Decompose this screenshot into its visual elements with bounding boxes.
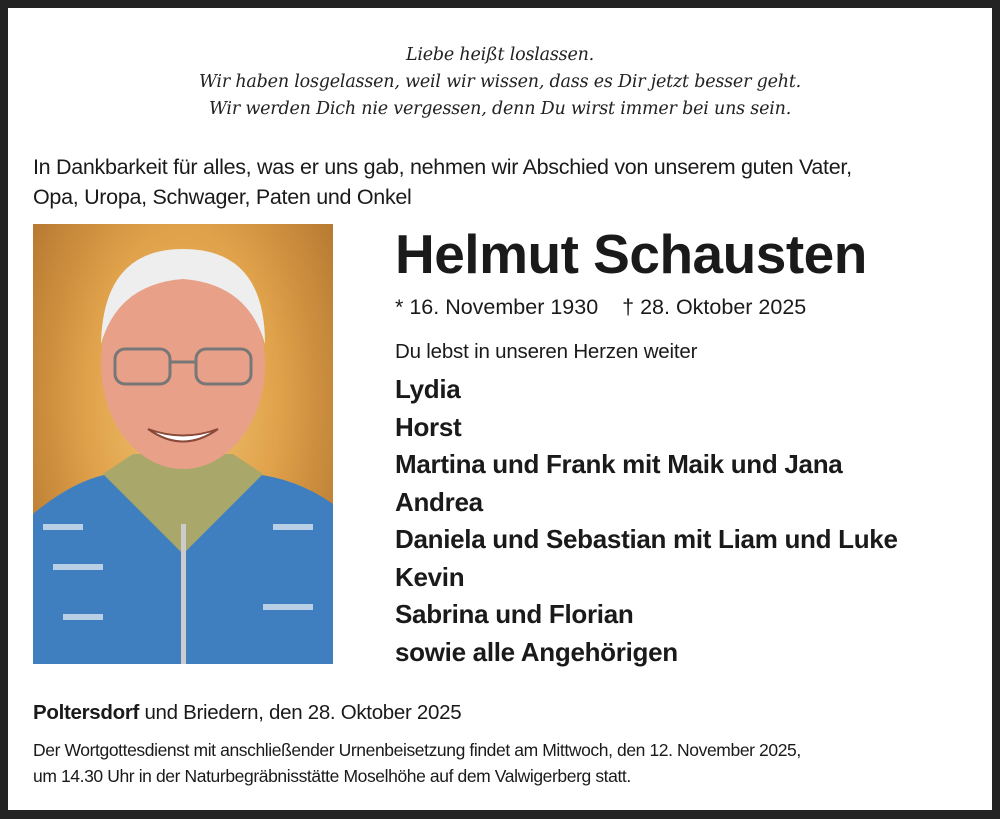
poem-line: Wir haben losgelassen, weil wir wissen, dass es Dir jetzt besser geht. bbox=[198, 72, 802, 92]
service-info bbox=[33, 737, 983, 789]
poem-line: Wir werden Dich nie vergessen, denn Du wirst immer bei uns sein. bbox=[208, 99, 792, 119]
tagline: Du lebst in unseren Herzen weiter bbox=[395, 340, 698, 363]
family-member: Lydia bbox=[395, 374, 461, 404]
family-member: Kevin bbox=[395, 561, 465, 592]
family-member: Horst bbox=[395, 411, 462, 442]
intro-text bbox=[33, 152, 983, 212]
town: Poltersdorf bbox=[33, 701, 140, 724]
place-date-rest: und Briedern, den 28. Oktober 2025 bbox=[139, 701, 462, 724]
place-date bbox=[33, 701, 461, 725]
life-dates bbox=[395, 295, 824, 320]
service-line: um 14.30 Uhr in der Naturbegräbnisstätte Moselhöhe auf dem Valwigerberg statt. bbox=[33, 766, 631, 786]
family-member: Martina und Frank mit Maik und Jana bbox=[395, 449, 843, 479]
birth-date: * 16. November 1930 bbox=[395, 295, 599, 319]
intro-line: Opa, Uropa, Schwager, Paten und Onkel bbox=[33, 185, 412, 209]
family-member: sowie alle Angehörigen bbox=[395, 636, 678, 667]
family-member: Andrea bbox=[395, 486, 483, 517]
family-member: Daniela und Sebastian mit Liam und Luke bbox=[395, 524, 898, 554]
deceased-name: Helmut Schausten bbox=[395, 223, 867, 285]
intro-line: In Dankbarkeit für alles, was er uns gab, nehmen wir Abschied von unserem guten Vater, bbox=[33, 155, 852, 179]
poem bbox=[0, 42, 1000, 123]
family-member: Sabrina und Florian bbox=[395, 599, 634, 629]
family-list bbox=[395, 371, 898, 671]
portrait-photo bbox=[33, 224, 333, 664]
poem-line: Liebe heißt loslassen. bbox=[405, 45, 595, 65]
portrait-illustration bbox=[33, 224, 333, 664]
death-date: † 28. Oktober 2025 bbox=[622, 295, 807, 319]
service-line: Der Wortgottesdienst mit anschließender Urnenbeisetzung findet am Mittwoch, den 12. November 2025, bbox=[33, 740, 801, 760]
